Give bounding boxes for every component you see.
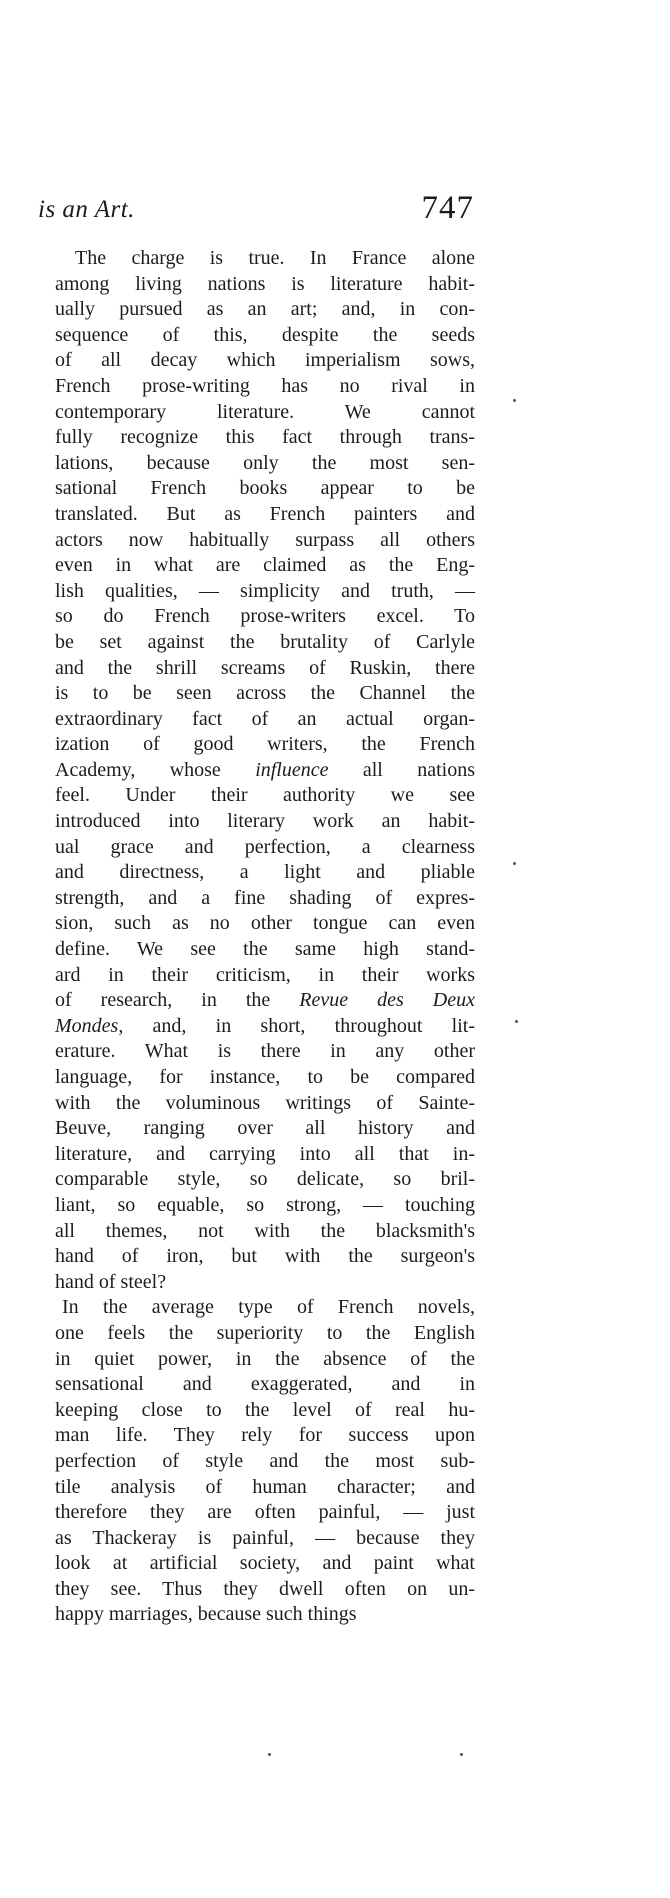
text-line: so do French prose-writers excel. To <box>55 605 475 628</box>
text-line: all themes, not with the blacksmith's <box>55 1219 475 1242</box>
text-line: of research, in the Revue des Deux <box>55 989 475 1012</box>
text-line: French prose-writing has no rival in <box>55 374 475 397</box>
text-line: keeping close to the level of real hu- <box>55 1398 475 1421</box>
text-line: Beuve, ranging over all history and <box>55 1117 475 1140</box>
print-speck <box>268 1753 271 1756</box>
text-line: is to be seen across the Channel the <box>55 682 475 705</box>
running-head <box>38 190 474 230</box>
page-number: 747 <box>421 190 474 226</box>
text-line: man life. They rely for success upon <box>55 1424 475 1447</box>
text-line: lations, because only the most sen- <box>55 451 475 474</box>
text-line: they see. Thus they dwell often on un- <box>55 1577 475 1600</box>
text-line: and the shrill screams of Ruskin, there <box>55 656 475 679</box>
text-line: ard in their criticism, in their works <box>55 963 475 986</box>
print-speck <box>513 862 516 865</box>
text-line: sensational and exaggerated, and in <box>55 1373 475 1396</box>
text-line: liant, so equable, so strong, — touching <box>55 1193 475 1216</box>
text-line: ization of good writers, the French <box>55 733 475 756</box>
running-title: is an Art. <box>38 196 135 223</box>
text-line: look at artificial society, and paint what <box>55 1552 475 1575</box>
paragraph-1 <box>55 246 475 1295</box>
text-line: erature. What is there in any other <box>55 1040 475 1063</box>
text-line: sequence of this, despite the seeds <box>55 323 475 346</box>
body-text <box>55 246 475 1628</box>
text-line: lish qualities, — simplicity and truth, — <box>55 579 475 602</box>
text-line: in quiet power, in the absence of the <box>55 1347 475 1370</box>
text-line: translated. But as French painters and <box>55 502 475 525</box>
text-line: tile analysis of human character; and <box>55 1475 475 1498</box>
text-line: with the voluminous writings of Sainte- <box>55 1091 475 1114</box>
text-line: one feels the superiority to the English <box>55 1321 475 1344</box>
text-line: among living nations is literature habit- <box>55 272 475 295</box>
text-line: hand of steel? <box>55 1270 167 1293</box>
text-line: as Thackeray is painful, — because they <box>55 1526 475 1549</box>
text-line: strength, and a fine shading of expres- <box>55 886 475 909</box>
print-speck <box>460 1753 463 1756</box>
text-line: introduced into literary work an habit- <box>55 810 475 833</box>
print-speck <box>515 1020 518 1023</box>
text-line: language, for instance, to be compared <box>55 1066 475 1088</box>
text-line: of all decay which imperialism sows, <box>55 349 475 372</box>
paragraph-2 <box>55 1295 475 1628</box>
text-line: Academy, whose influence all nations <box>55 758 476 781</box>
text-line: therefore they are often painful, — just <box>55 1501 475 1524</box>
text-line: even in what are claimed as the Eng- <box>55 554 475 577</box>
text-line: In the average type of French novels, <box>62 1296 475 1319</box>
text-line: ually pursued as an art; and, in con- <box>55 298 475 321</box>
text-line: perfection of style and the most sub- <box>55 1449 475 1472</box>
text-line: sational French books appear to be <box>55 477 475 500</box>
text-line: happy marriages, because such things <box>55 1603 357 1626</box>
text-line: feel. Under their authority we see <box>55 784 475 807</box>
text-line: be set against the brutality of Carlyle <box>55 630 475 653</box>
text-line: comparable style, so delicate, so bril- <box>55 1168 475 1191</box>
text-line: literature, and carrying into all that in- <box>55 1142 475 1165</box>
text-line: extraordinary fact of an actual organ- <box>55 707 475 730</box>
text-line: and directness, a light and pliable <box>55 861 475 884</box>
text-line: define. We see the same high stand- <box>55 938 475 961</box>
text-line: The charge is true. In France alone <box>75 247 475 269</box>
text-line: ual grace and perfection, a clearness <box>55 835 475 858</box>
text-line: hand of iron, but with the surgeon's <box>55 1245 475 1268</box>
text-line: contemporary literature. We cannot <box>55 400 475 423</box>
text-line: Mondes, and, in short, throughout lit- <box>55 1014 475 1037</box>
text-line: fully recognize this fact through trans- <box>55 426 475 449</box>
text-line: actors now habitually surpass all others <box>55 528 475 551</box>
print-speck <box>513 399 516 402</box>
text-line: sion, such as no other tongue can even <box>55 912 475 935</box>
